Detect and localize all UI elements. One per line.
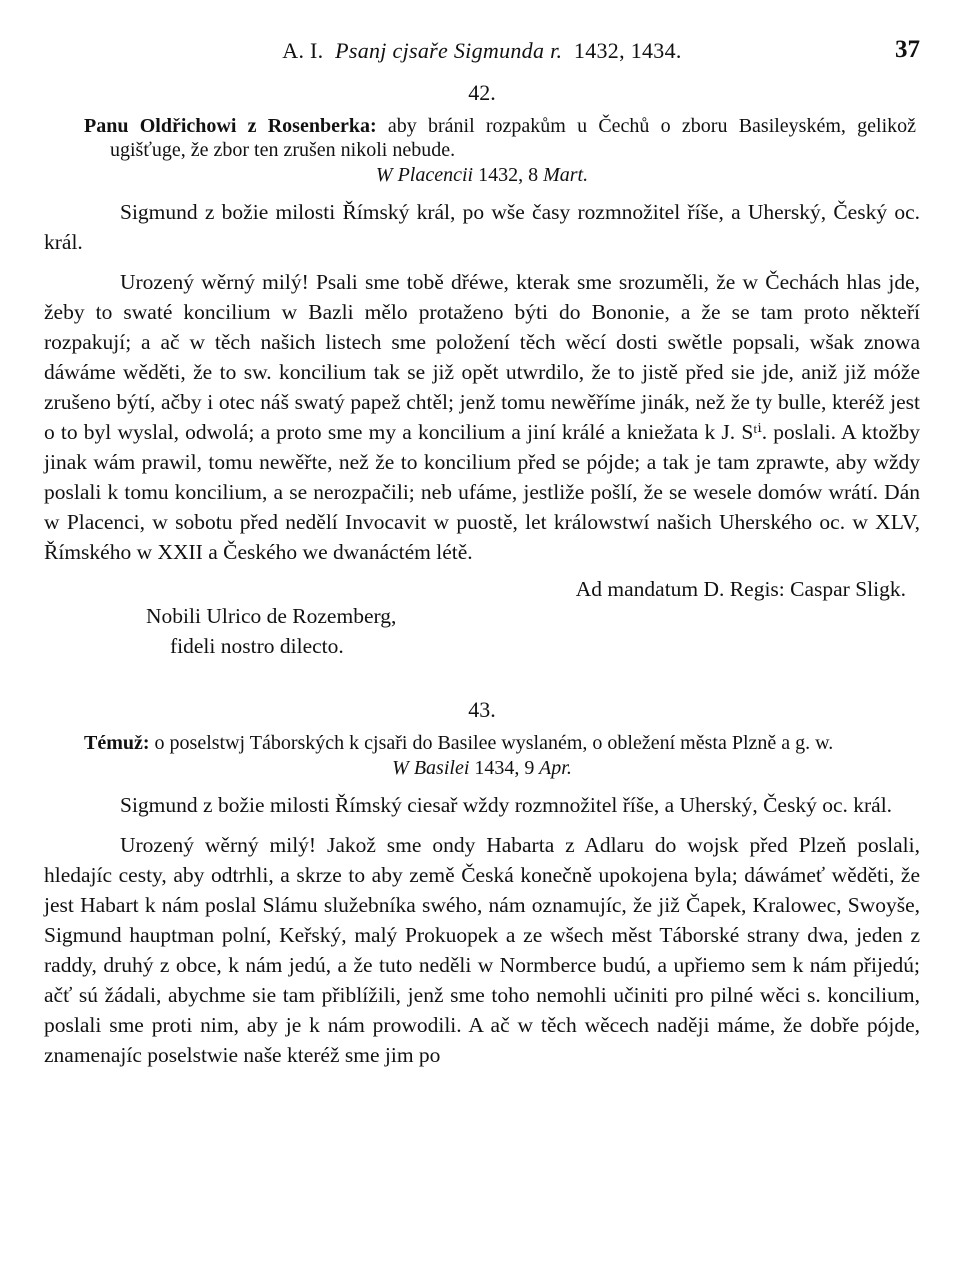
document-42 — [44, 80, 920, 663]
dateline — [44, 757, 920, 780]
document-43 — [44, 697, 920, 1070]
page-header — [44, 38, 920, 74]
address — [146, 601, 396, 661]
dateline — [44, 164, 920, 187]
running-head — [44, 38, 920, 64]
document-summary — [84, 114, 920, 162]
summary-addressee: Témuž: — [84, 732, 150, 754]
paragraph: Urozený wěrný milý! Jakož sme ondy Habarta z Adlaru do wojsk před Plzeň poslali, hledajíc cesty, aby odtrhli, a skrze to aby země Česká konečně upokojena byla; dáwámeť wěděti, že jest Habart k nám poslal Slámu služebníka swého, nám oznamujíc, že již Čapek, Kralowec, Swoyše, Sigmund hauptman polní, Keřský, malý Prokuopek a ze wšech měst Táborské strany dwa, jeden z raddy, druhý z obce, k nám jedú, a že tuto neděli w Normberce budú, a upřiemo sem k nám přijedú; ačť sú žádali, abychme sie tam přiblížili, jenž sme toho nemohli učiniti pro pilné wěci s. koncilium, poslali sme proti nim, aby je k nám prowodili. A ač w těch wěcech naději máme, že dobře pójde, znamenajíc poselstwie naše kteréž sme jim po — [44, 833, 920, 1067]
dateline-date: 1434, 9 — [474, 757, 535, 779]
closing-block — [44, 577, 920, 663]
paragraph: Urozený wěrný milý! Psali sme tobě dřéwe, kterak sme srozuměli, že w Čechách hlas jde, žeby to swaté koncilium w Bazli mělo protaženo býti do Bononie, a že se tam proto někteří rozpakují; a ač w těch našich listech sme položení těch wěcí dosti swětle popsali, wšak znowa dáwáme wěděti, že to sw. koncilium tak se již opět utwrdilo, že to jistě před sie jde, aniž již móže zrušeno býtí, ačby i otec náš swatý papež chtěl; jenž tomu newěříme jinák, než že ty bulle, kteréž jest o to byl wyslal, odwolá; a proto sme my a koncilium a jiní králé a kniežata k J. Sᵗⁱ. poslali. A ktožby jinak wám prawil, tomu newěřte, než že to koncilium před se pójde; a tak je tam zprawte, aby wždy poslali k tomu koncilium, a se nerozpačili; neb ufáme, jestliže pošlí, že se wesele domów wrátí. Dán w Placenci, w sobotu před nedělí Invocavit w puostě, let králowstwí našich Uherského oc. w XLV, Římského w XXII a Českého we dwanáctém létě. — [44, 270, 920, 564]
document-summary — [84, 731, 920, 755]
running-head-title: Psanj cjsaře Sigmunda r. — [335, 38, 563, 63]
address-line: Nobili Ulrico de Rozemberg, — [146, 604, 397, 628]
dateline-date: 1432, 8 — [478, 164, 539, 186]
mandate-line: Ad mandatum D. Regis: Caspar Sligk. — [575, 577, 906, 601]
dateline-place: W Placencii — [375, 164, 474, 186]
book-page — [44, 38, 920, 1080]
page-number: 37 — [895, 36, 920, 63]
dateline-month: Apr. — [539, 757, 572, 779]
document-number: 42. — [468, 80, 496, 105]
dateline-month: Mart. — [543, 164, 589, 186]
summary-text: aby bránil rozpakům u Čechů o zboru Basileyském, gelikož ugišťuge, že zbor ten zrušen nikoli nebude. — [110, 115, 917, 161]
summary-addressee: Panu Oldřichowi z Rosenberka: — [84, 115, 377, 137]
paragraph: Sigmund z božie milosti Římský ciesař wždy rozmnožitel říše, a Uherský, Český oc. král. — [120, 793, 893, 817]
paragraph: Sigmund z božie milosti Římský král, po wše časy rozmnožitel říše, a Uherský, Český oc. král. — [44, 200, 920, 254]
summary-text: o poselstwj Táborských k cjsaři do Basilee wyslaném, o obležení města Plzně a g. w. — [154, 732, 834, 754]
document-number: 43. — [468, 697, 496, 722]
dateline-place: W Basilei — [392, 757, 470, 779]
address-line: fideli nostro dilecto. — [170, 634, 344, 658]
running-head-prefix: A. I. — [282, 38, 324, 63]
running-head-years: 1432, 1434. — [573, 38, 682, 63]
